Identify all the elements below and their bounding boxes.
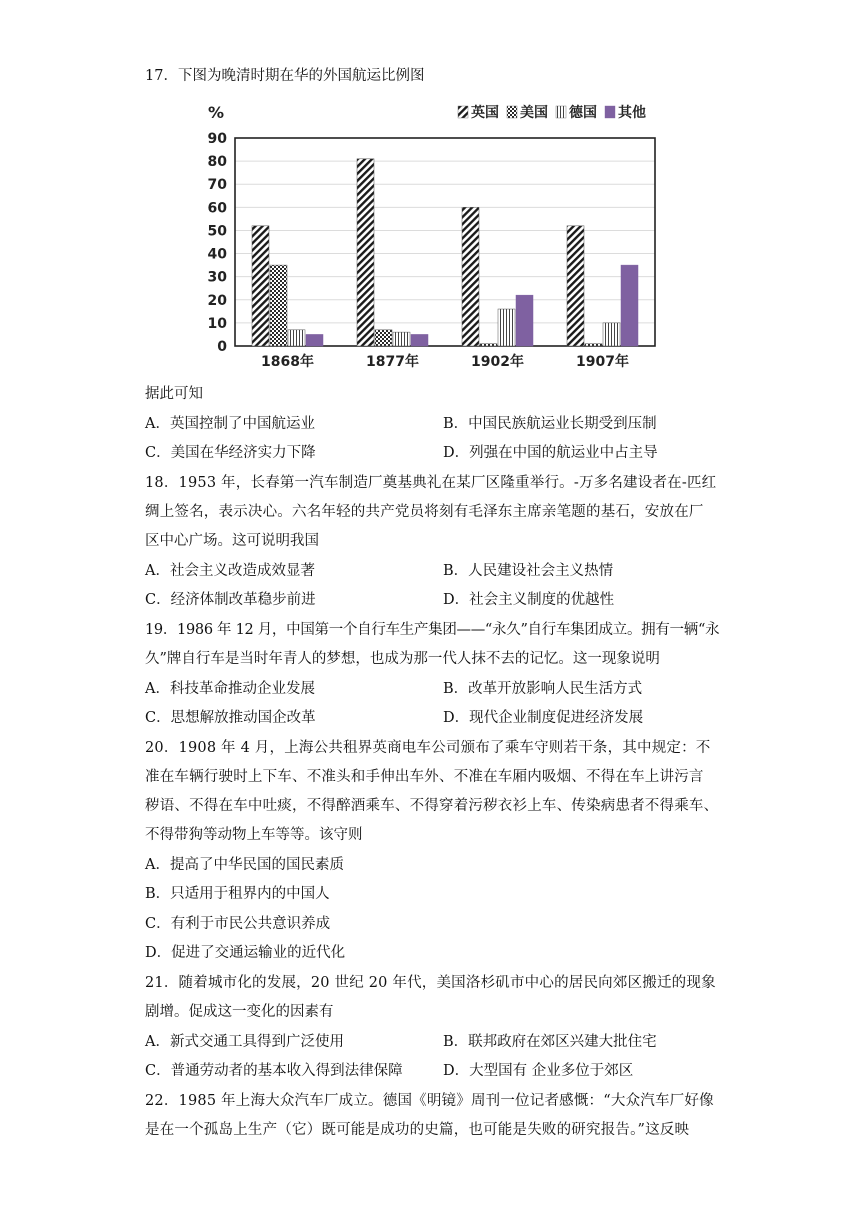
question-18-line-1: 18．1953 年，长春第一汽车制造厂奠基典礼在某厂区隆重举行。-万多名建设者在-匹红	[145, 475, 717, 491]
question-20-line-4: 不得带狗等动物上车等等。该守则	[145, 827, 363, 843]
q18-option-d[interactable]: D．社会主义制度的优越性	[443, 592, 615, 608]
chart-axes	[235, 138, 655, 346]
y-tick-label: 60	[207, 200, 227, 217]
y-tick-label: 80	[207, 154, 227, 171]
chart-legend	[458, 104, 646, 121]
bar-德国-1902年	[498, 309, 515, 346]
q17-option-c[interactable]: C．美国在华经济实力下降	[145, 445, 316, 461]
legend-label: 其他	[618, 105, 646, 121]
y-tick-label: 40	[207, 246, 227, 263]
bar-美国-1877年	[375, 330, 392, 346]
q17-option-a[interactable]: A．英国控制了中国航运业	[145, 416, 315, 432]
bar-英国-1868年	[252, 226, 269, 346]
y-tick-label: 20	[207, 292, 227, 309]
bar-美国-1907年	[585, 344, 602, 346]
x-tick-label: 1902年	[471, 354, 524, 370]
question-18-line-3: 区中心广场。这可说明我国	[145, 533, 319, 549]
chart-gridlines	[235, 138, 655, 323]
legend-swatch	[458, 106, 468, 118]
question-19-line-1: 19．1986 年 12 月，中国第一个自行车生产集团——“永久”自行车集团成立。拥有一辆“永	[145, 622, 720, 638]
y-axis-label: %	[208, 103, 225, 122]
question-21-line-1: 21．随着城市化的发展，20 世纪 20 年代，美国洛杉矶市中心的居民向郊区搬迁的现象	[145, 975, 716, 991]
q19-option-a[interactable]: A．科技革命推动企业发展	[145, 681, 315, 697]
q19-option-d[interactable]: D．现代企业制度促进经济发展	[443, 710, 644, 726]
q18-option-b[interactable]: B．人民建设社会主义热情	[443, 563, 614, 579]
q17-option-d[interactable]: D．列强在中国的航运业中占主导	[443, 445, 658, 461]
legend-swatch	[507, 106, 517, 118]
y-tick-label: 90	[207, 131, 227, 147]
shipping-share-bar-chart	[200, 96, 670, 376]
question-21-line-2: 剧增。促成这一变化的因素有	[145, 1004, 334, 1020]
bar-其他-1902年	[516, 295, 533, 346]
y-tick-label: 50	[207, 223, 227, 240]
y-tick-label: 70	[207, 177, 227, 194]
question-22-line-2: 是在一个孤岛上生产（它）既可能是成功的史篇，也可能是失败的研究报告。”这反映	[145, 1122, 690, 1138]
q18-option-c[interactable]: C．经济体制改革稳步前进	[145, 592, 316, 608]
bar-其他-1907年	[621, 265, 638, 346]
bar-其他-1877年	[411, 334, 428, 346]
q20-option-b[interactable]: B．只适用于租界内的中国人	[145, 886, 330, 902]
q21-option-c[interactable]: C．普通劳动者的基本收入得到法律保障	[145, 1063, 403, 1079]
legend-swatch	[556, 106, 566, 118]
q20-option-c[interactable]: C．有利于市民公共意识养成	[145, 916, 331, 932]
bar-其他-1868年	[306, 334, 323, 346]
q20-option-a[interactable]: A．提高了中华民国的国民素质	[145, 857, 344, 873]
x-tick-label: 1907年	[576, 354, 629, 370]
q21-option-d[interactable]: D．大型国有 企业多位于郊区	[443, 1063, 634, 1079]
bar-英国-1907年	[567, 226, 584, 346]
q19-option-c[interactable]: C．思想解放推动国企改革	[145, 710, 316, 726]
x-tick-label: 1868年	[261, 354, 314, 370]
chart-bars	[252, 159, 638, 346]
question-17-stem: 17．下图为晚清时期在华的外国航运比例图	[145, 68, 425, 84]
legend-swatch	[605, 106, 615, 118]
question-17-prompt: 据此可知	[145, 386, 203, 402]
plot-frame	[235, 138, 655, 346]
y-tick-label: 0	[217, 339, 227, 355]
bar-德国-1907年	[603, 323, 620, 346]
question-22-line-1: 22．1985 年上海大众汽车厂成立。德国《明镜》周刊一位记者感慨：“大众汽车厂好像	[145, 1093, 714, 1109]
q17-option-b[interactable]: B．中国民族航运业长期受到压制	[443, 416, 657, 432]
question-19-line-2: 久”牌自行车是当时年青人的梦想，也成为那一代人抹不去的记忆。这一现象说明	[145, 651, 660, 667]
q19-option-b[interactable]: B．改革开放影响人民生活方式	[443, 681, 643, 697]
question-20-line-1: 20．1908 年 4 月，上海公共租界英商电车公司颁布了乘车守则若干条，其中规定：不	[145, 740, 711, 756]
bar-英国-1902年	[462, 207, 479, 346]
q21-option-a[interactable]: A．新式交通工具得到广泛使用	[145, 1034, 344, 1050]
question-20-line-2: 准在车辆行驶时上下车、不准头和手伸出车外、不准在车厢内吸烟、不得在车上讲污言	[145, 769, 704, 785]
bar-美国-1902年	[480, 344, 497, 346]
x-tick-label: 1877年	[366, 354, 419, 370]
question-20-line-3: 秽语、不得在车中吐痰，不得醉酒乘车、不得穿着污秽衣衫上车、传染病患者不得乘车、	[145, 798, 719, 814]
legend-label: 德国	[569, 105, 597, 121]
q18-option-a[interactable]: A．社会主义改造成效显著	[145, 563, 315, 579]
y-tick-label: 10	[207, 315, 227, 332]
legend-label: 英国	[471, 105, 499, 121]
bar-德国-1868年	[288, 330, 305, 346]
bar-美国-1868年	[270, 265, 287, 346]
bar-英国-1877年	[357, 159, 374, 346]
y-tick-label: 30	[207, 269, 227, 286]
bar-德国-1877年	[393, 332, 410, 346]
legend-label: 美国	[520, 105, 548, 121]
q20-option-d[interactable]: D．促进了交通运输业的近代化	[145, 945, 346, 961]
question-18-line-2: 绸上签名，表示决心。六名年轻的共产党员将刻有毛泽东主席亲笔题的基石，安放在厂	[145, 504, 704, 520]
q21-option-b[interactable]: B．联邦政府在郊区兴建大批住宅	[443, 1034, 657, 1050]
